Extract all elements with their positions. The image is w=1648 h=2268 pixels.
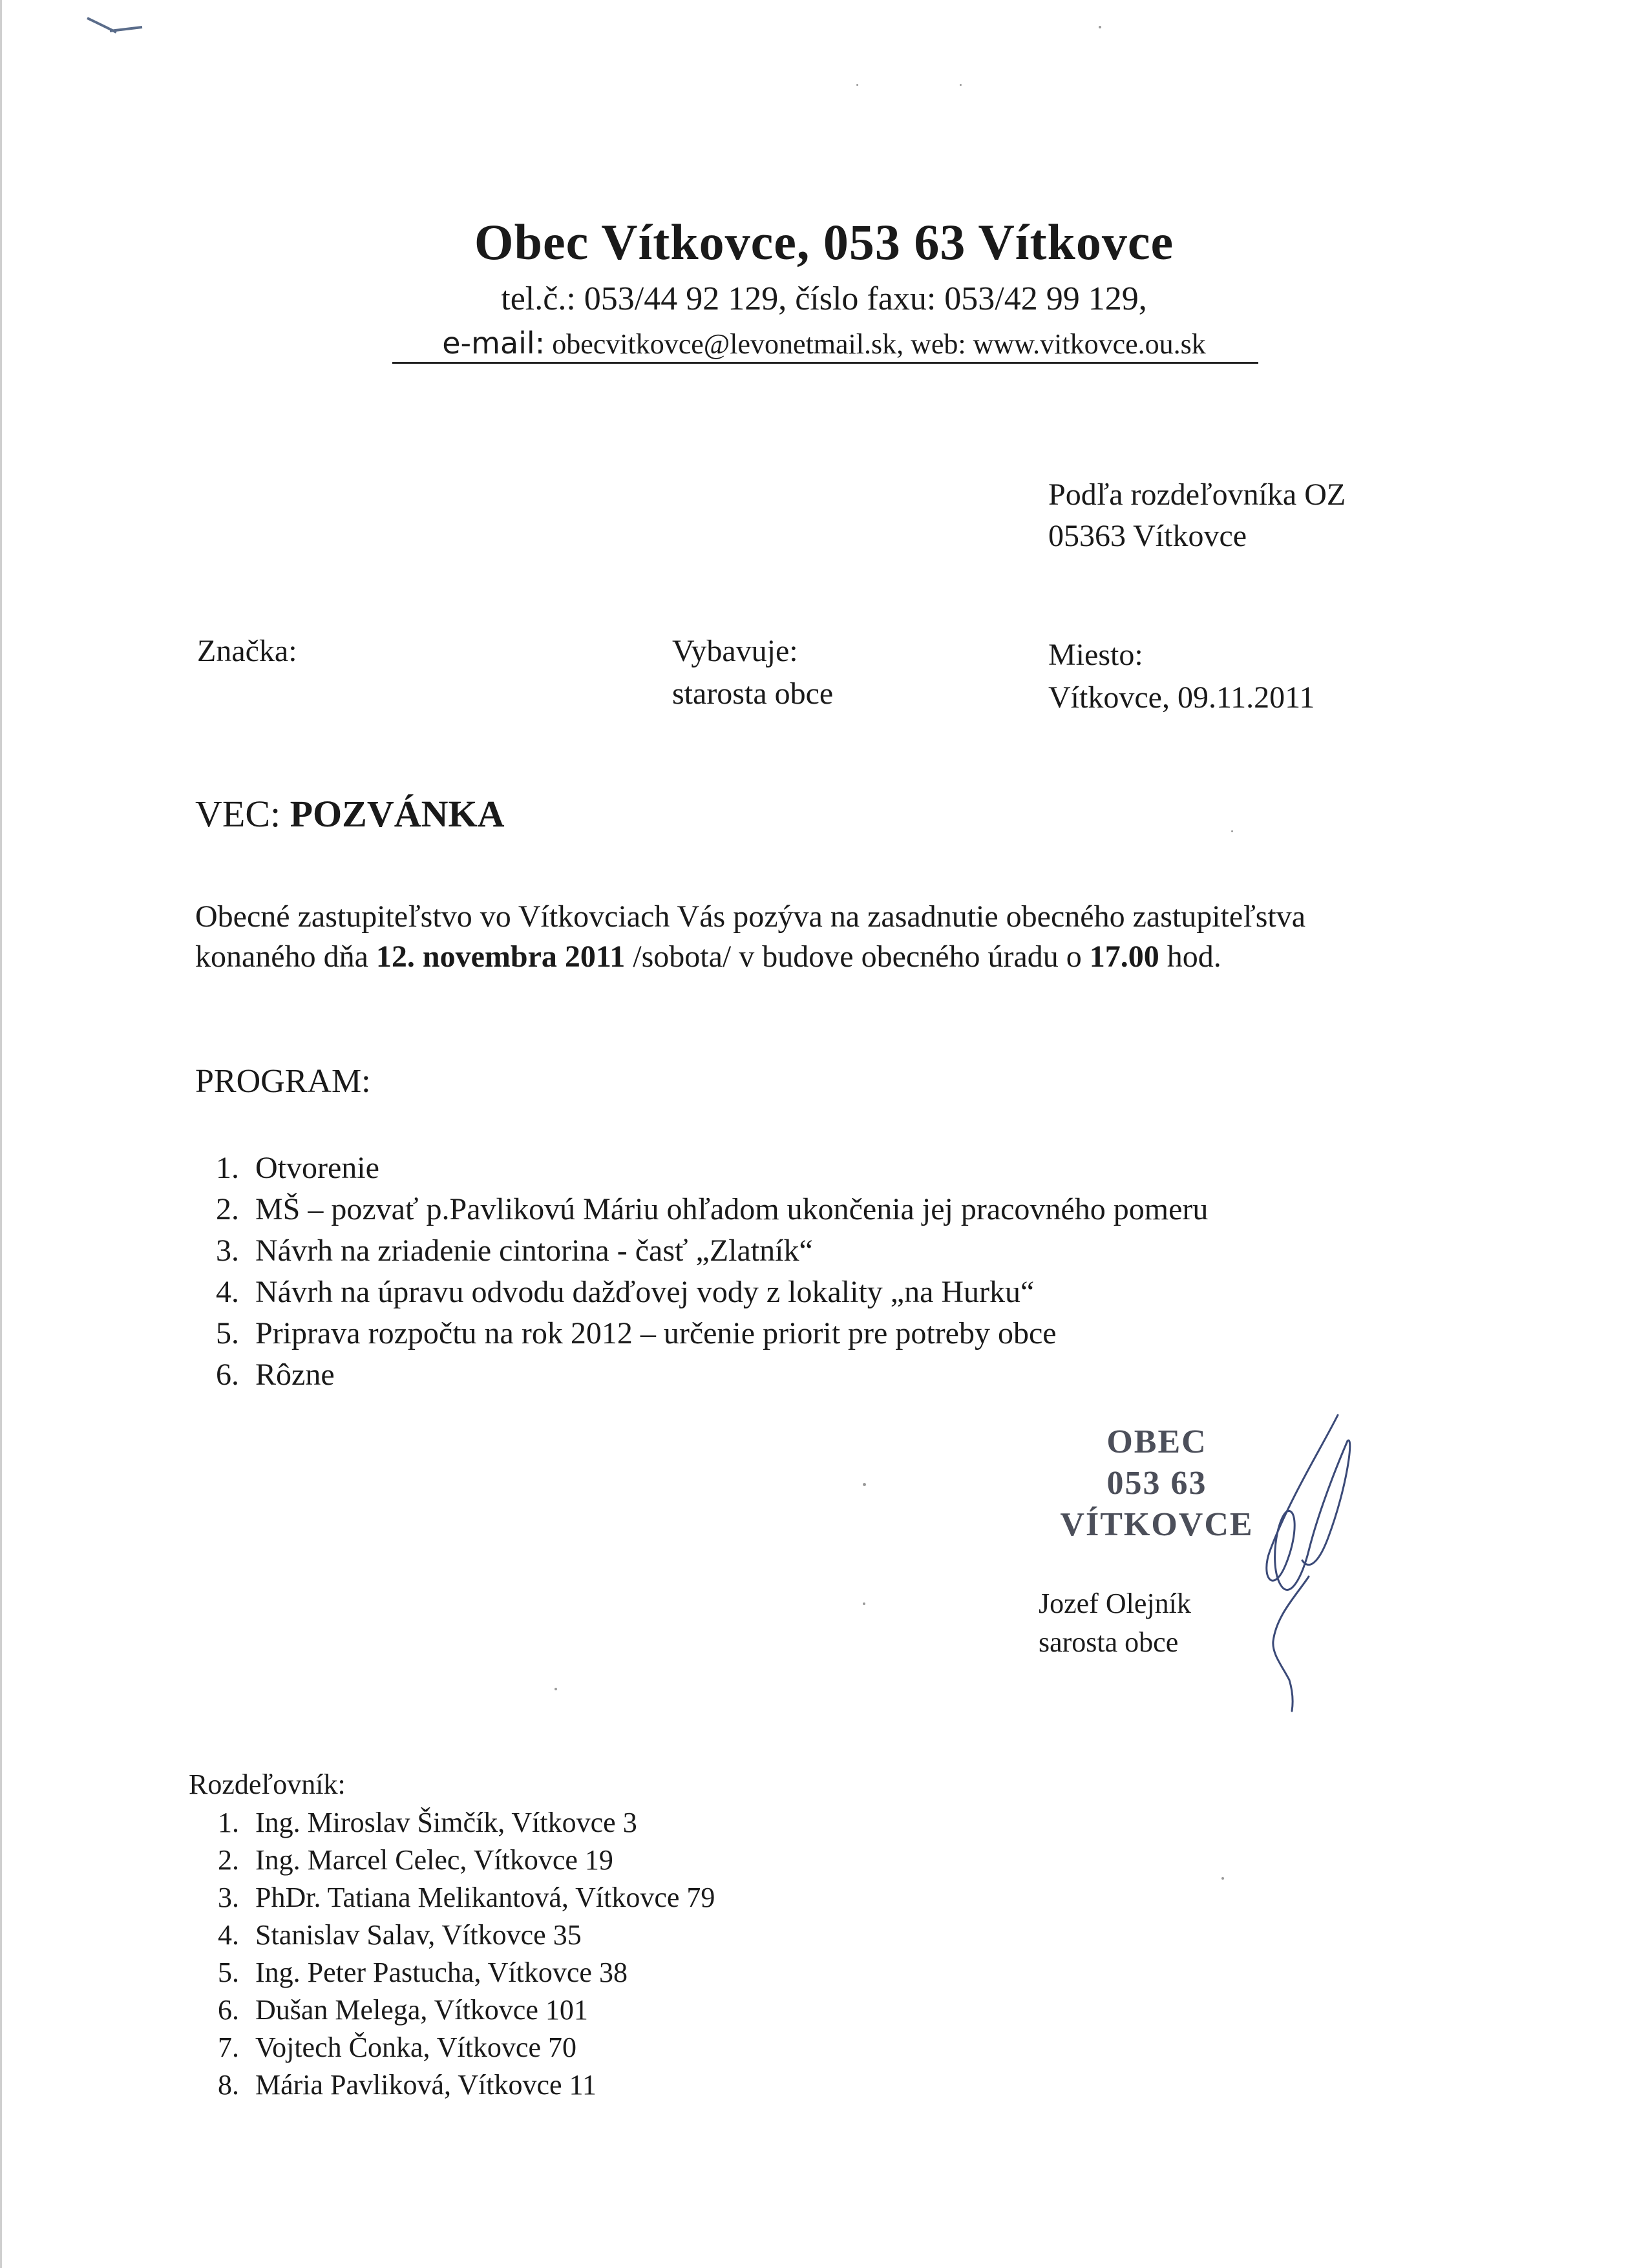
scan-speck <box>1099 26 1101 28</box>
signatory-name: Jozef Olejník <box>1039 1588 1191 1619</box>
handler-label: Vybavuje: <box>672 634 798 668</box>
recipient-line-2: 05363 Vítkovce <box>1048 519 1247 553</box>
handler-value: starosta obce <box>672 677 834 711</box>
email-value: obecvitkovce@levonetmail.sk, <box>552 328 904 360</box>
distribution-item-number: 8. <box>218 2069 239 2101</box>
agenda-item-number: 4. <box>216 1275 239 1309</box>
distribution-item-text: Dušan Melega, Vítkovce 101 <box>255 1994 588 2026</box>
scan-speck <box>1231 830 1233 832</box>
agenda-item-number: 3. <box>216 1234 239 1268</box>
invitation-text: hod. <box>1159 940 1221 974</box>
stamp-line-1: OBEC <box>1106 1423 1207 1460</box>
distribution-item-text: Ing. Miroslav Šimčík, Vítkovce 3 <box>255 1807 637 1838</box>
subject-label: VEC: <box>195 793 281 835</box>
invitation-line-1: Obecné zastupiteľstvo vo Vítkovciach Vás pozýva na zasadnutie obecného zastupiteľstva <box>195 899 1306 934</box>
distribution-item-number: 2. <box>218 1844 239 1876</box>
stamp-line-3: VÍTKOVCE <box>1060 1506 1254 1543</box>
distribution-heading: Rozdeľovník: <box>189 1769 346 1800</box>
agenda-item-text: Priprava rozpočtu na rok 2012 – určenie priorit pre potreby obce <box>255 1316 1057 1350</box>
agenda-item-number: 2. <box>216 1192 239 1226</box>
scan-speck <box>856 84 858 86</box>
email-label: e-mail: <box>442 326 545 361</box>
agenda-item-number: 5. <box>216 1316 239 1350</box>
handwritten-signature <box>1251 1409 1367 1712</box>
scan-speck <box>863 1602 865 1605</box>
distribution-item-text: Ing. Peter Pastucha, Vítkovce 38 <box>255 1957 628 1988</box>
scan-speck <box>863 1483 866 1486</box>
meeting-date: 12. novembra 2011 <box>375 940 626 974</box>
distribution-item-text: Ing. Marcel Celec, Vítkovce 19 <box>255 1844 613 1876</box>
letterhead-title: Obec Vítkovce, 053 63 Vítkovce <box>474 214 1174 270</box>
distribution-item-number: 5. <box>218 1957 239 1988</box>
agenda-item-number: 1. <box>216 1151 239 1185</box>
agenda-item-text: Otvorenie <box>255 1151 379 1185</box>
scan-mark <box>84 13 149 45</box>
distribution-item-text: Stanislav Salav, Vítkovce 35 <box>255 1919 582 1951</box>
invitation-paragraph <box>195 897 1305 977</box>
invitation-text: konaného dňa <box>195 940 376 974</box>
program-heading: PROGRAM: <box>195 1063 371 1100</box>
distribution-item-number: 1. <box>218 1807 239 1838</box>
scan-speck <box>555 1688 557 1690</box>
letterhead-underline <box>392 362 1258 364</box>
meeting-time: 17.00 <box>1089 940 1159 974</box>
scan-speck <box>960 84 962 86</box>
place-date-value: Vítkovce, 09.11.2011 <box>1048 680 1315 715</box>
distribution-item-number: 6. <box>218 1994 239 2026</box>
agenda-item-number: 6. <box>216 1358 239 1392</box>
recipient-line-1: Podľa rozdeľovníka OZ <box>1048 478 1346 512</box>
stamp-line-2: 053 63 <box>1106 1465 1207 1502</box>
distribution-item-number: 4. <box>218 1919 239 1951</box>
distribution-item-text: Mária Pavliková, Vítkovce 11 <box>255 2069 597 2101</box>
distribution-item-text: PhDr. Tatiana Melikantová, Vítkovce 79 <box>255 1882 715 1913</box>
web-value: www.vitkovce.ou.sk <box>973 328 1206 360</box>
scan-speck <box>1221 1877 1224 1880</box>
agenda-item-text: MŠ – pozvať p.Pavlikovú Máriu ohľadom ukončenia jej pracovného pomeru <box>255 1192 1209 1226</box>
reference-label: Značka: <box>197 634 297 668</box>
agenda-item-text: Návrh na zriadenie cintorina - časť „Zlatník“ <box>255 1234 813 1268</box>
distribution-item-text: Vojtech Čonka, Vítkovce 70 <box>255 2032 576 2063</box>
subject-line <box>195 792 505 835</box>
place-label: Miesto: <box>1048 638 1143 672</box>
letterhead-phone: tel.č.: 053/44 92 129, číslo faxu: 053/42 99 129, <box>501 280 1147 317</box>
municipal-stamp <box>1041 1422 1273 1546</box>
agenda-item-text: Rôzne <box>255 1358 335 1392</box>
invitation-line-2 <box>195 937 1305 977</box>
signatory-title: sarosta obce <box>1039 1626 1179 1658</box>
letterhead-contact <box>0 326 1648 361</box>
web-label: web: <box>911 328 966 360</box>
distribution-item-number: 3. <box>218 1882 239 1913</box>
distribution-item-number: 7. <box>218 2032 239 2063</box>
agenda-item-text: Návrh na úpravu odvodu dažďovej vody z lokality „na Hurku“ <box>255 1275 1035 1309</box>
invitation-text: /sobota/ v budove obecného úradu o <box>625 940 1090 974</box>
subject-value: POZVÁNKA <box>290 793 505 835</box>
